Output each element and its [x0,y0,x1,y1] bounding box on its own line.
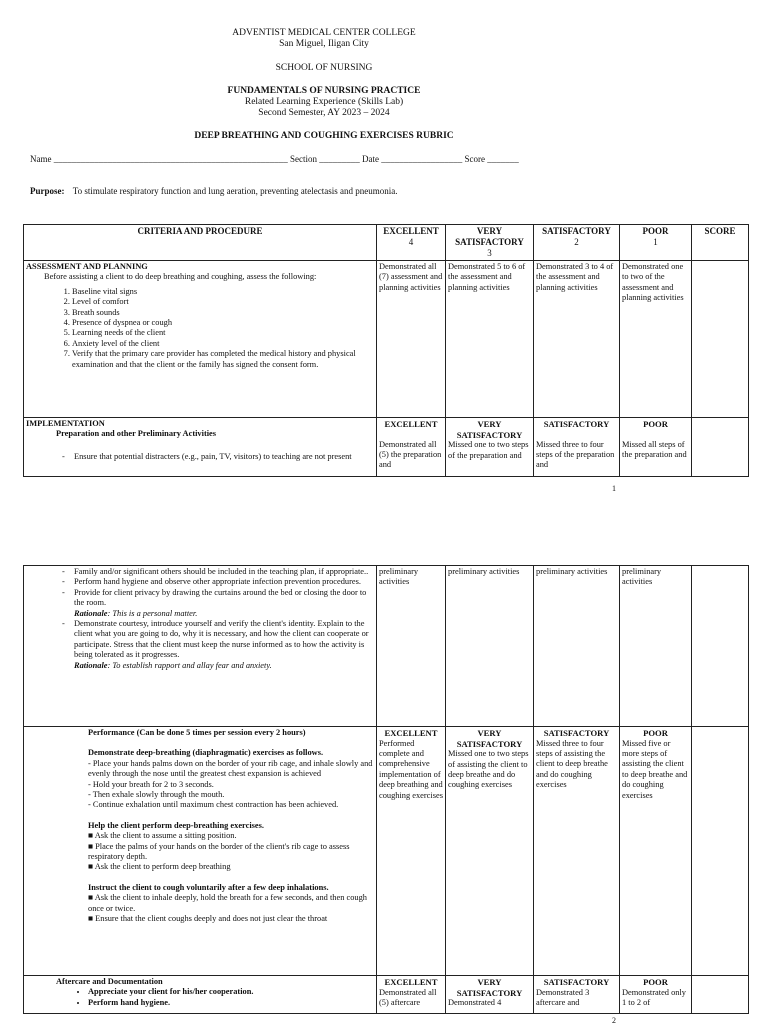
assessment-criteria [24,261,377,418]
course-title: FUNDAMENTALS OF NURSING PRACTICE [227,86,421,96]
college-address: San Miguel, Iligan City [279,39,369,49]
rationale-label: Rationale [74,608,108,618]
performance-step: ■ Ensure that the client coughs deeply and does not just clear the throat [88,914,328,924]
prelim-very-sat: preliminary activities [446,566,534,727]
list-item: 7. Verify that the primary care provider has completed the medical history and physical examination and that the client or the family has signed the consent form. [72,349,374,370]
performance-sub2: Help the client perform deep-breathing exercises. [88,820,264,830]
performance-step: ■ Ask the client to perform deep breathing [88,862,231,872]
perf-sat-label: SATISFACTORY [543,728,610,738]
performance-sub3: Instruct the client to cough voluntarily after a few deep inhalations. [88,882,329,892]
after-sat [534,976,620,1014]
rationale-text: : This is a personal matter. [107,608,198,618]
poor-header [620,225,692,261]
prelim-score-cell[interactable] [692,566,749,727]
aftercare-criteria [24,976,377,1014]
assessment-intro: Before assisting a client to do deep breathing and coughing, assess the following: [44,272,317,282]
list-item: • Perform hand hygiene. [88,998,374,1008]
perf-score-cell[interactable] [692,727,749,976]
aftercare-list [26,987,374,1008]
purpose-line [30,186,730,197]
sat-header-label: SATISFACTORY [542,226,611,236]
aftercare-row [24,976,749,1014]
assessment-poor: Demonstrated one to two of the assessment and planning activities [620,261,692,418]
impl-sat [534,418,620,477]
list-item: 6. Anxiety level of the client [72,339,374,349]
perf-very-sat-label: VERY SATISFACTORY [456,728,523,749]
aftercare-title: Aftercare and Documentation [56,977,163,986]
impl-excellent-desc: Demonstrated all (5) the preparation and [379,439,442,470]
performance-sub1: Demonstrate deep-breathing (diaphragmatic) exercises as follows. [88,748,324,758]
very-sat-header-score: 3 [487,248,492,258]
perf-sat-desc: Missed three to four steps of assisting the client to deep breathe and do coughing exercises [536,738,608,790]
sat-header-score: 2 [574,237,579,247]
list-item: - Perform hand hygiene and observe other appropriate infection prevention procedures. [74,577,374,587]
after-very-sat [446,976,534,1014]
impl-excellent-label: EXCELLENT [384,419,438,429]
table-header-row [24,225,749,261]
rationale-label: Rationale [74,660,108,670]
prelim-poor: preliminary activities [620,566,692,727]
impl-sat-label: SATISFACTORY [543,419,610,429]
criteria-header: CRITERIA AND PROCEDURE [24,225,377,261]
impl-very-sat-label: VERY SATISFACTORY [456,419,523,440]
impl-sat-desc: Missed three to four steps of the preparation and [536,439,615,470]
assessment-row [24,261,749,418]
list-item: 1. Baseline vital signs [72,287,374,297]
after-very-sat-label: VERY SATISFACTORY [456,977,523,998]
preliminary-criteria [24,566,377,727]
after-excellent [377,976,446,1014]
performance-step: ■ Place the palms of your hands on the border of the client's rib cage to assess respiratory depth. [88,841,350,862]
poor-header-score: 1 [653,237,658,247]
after-excellent-desc: Demonstrated all (5) aftercare [379,987,437,1007]
list-item: 3. Breath sounds [72,308,374,318]
excellent-header-label: EXCELLENT [383,226,439,236]
page-number-1: 1 [612,484,616,493]
impl-score-cell[interactable] [692,418,749,477]
privacy-text: Provide for client privacy by drawing the curtains around the bed or closing the door to the room. [74,587,367,608]
purpose-label: Purpose: [30,186,65,196]
list-item: 4. Presence of dyspnea or cough [72,318,374,328]
implementation-subtitle: Preparation and other Preliminary Activities [56,429,217,439]
assessment-list [26,287,374,370]
performance-step: - Place your hands palms down on the border of your rib cage, and inhale slowly and evenly through the nose until the greatest chest expansion is achieved [88,758,373,779]
performance-step: ■ Ask the client to inhale deeply, hold the breath for a few seconds, and then cough once or twice. [88,893,367,913]
perf-very-sat [446,727,534,976]
assessment-very-sat: Demonstrated 5 to 6 of the assessment and planning activities [446,261,534,418]
after-excellent-label: EXCELLENT [384,977,438,987]
list-item: - Family and/or significant others should be included in the teaching plan, if appropriate.. [74,567,374,577]
rationale-text: : To establish rapport and allay fear and anxiety. [107,660,272,670]
performance-step: - Hold your breath for 2 to 3 seconds. [88,779,214,789]
rle-line: Related Learning Experience (Skills Lab) [244,97,404,107]
perf-poor-label: POOR [643,728,668,738]
score-header: SCORE [692,225,749,261]
prelim-excellent: preliminary activities [377,566,446,727]
rubric-table-page1 [23,224,749,477]
after-score-cell[interactable] [692,976,749,1014]
assessment-score-cell[interactable] [692,261,749,418]
college-name: ADVENTIST MEDICAL CENTER COLLEGE [232,28,416,38]
very-sat-header [446,225,534,261]
implementation-title: IMPLEMENTATION [26,419,105,428]
list-item: 2. Level of comfort [72,297,374,307]
assessment-sat: Demonstrated 3 to 4 of the assessment and planning activities [534,261,620,418]
after-poor-label: POOR [643,977,668,987]
performance-block [26,728,374,925]
impl-poor-label: POOR [643,419,668,429]
perf-excellent [377,727,446,976]
list-item: - Ensure that potential distracters (e.g., pain, TV, visitors) to teaching are not present [74,452,374,462]
impl-very-sat-desc: Missed one to two steps of the preparation and [448,440,529,460]
impl-excellent [377,418,446,477]
rubric-table-page2 [23,565,749,1014]
rubric-title: DEEP BREATHING AND COUGHING EXERCISES RUBRIC [194,131,454,141]
page-number-2: 2 [612,1016,616,1025]
preliminary-continued-row [24,566,749,727]
implementation-list [26,452,374,462]
purpose-text: To stimulate respiratory function and lung aeration, preventing atelectasis and pneumonia. [72,186,398,196]
implementation-criteria [24,418,377,477]
after-poor [620,976,692,1014]
preliminary-list [26,567,374,671]
after-sat-desc: Demonstrated 3 aftercare and [536,987,590,1007]
performance-step: ■ Ask the client to assume a sitting position. [88,831,237,841]
impl-poor-desc: Missed all steps of the preparation and [622,439,687,459]
performance-criteria [24,727,377,976]
implementation-row [24,418,749,477]
performance-step: - Then exhale slowly through the mouth. [88,790,225,800]
perf-sat [534,727,620,976]
sat-header [534,225,620,261]
very-sat-header-label: VERY SATISFACTORY [455,226,524,247]
performance-title: Performance (Can be done 5 times per session every 2 hours) [88,728,306,737]
performance-step: - Continue exhalation until maximum chest contraction has been achieved. [88,800,339,810]
assessment-title: ASSESSMENT AND PLANNING [26,262,148,271]
perf-very-sat-desc: Missed one to two steps of assisting the client to deep breathe and do coughing exercises [448,749,529,790]
perf-excellent-label: EXCELLENT [384,728,438,738]
list-item: 5. Learning needs of the client [72,328,374,338]
prelim-sat: preliminary activities [534,566,620,727]
performance-row [24,727,749,976]
excellent-header-score: 4 [408,237,414,247]
after-sat-label: SATISFACTORY [543,977,610,987]
list-item: • Appreciate your client for his/her cooperation. [88,987,374,997]
assessment-excellent: Demonstrated all (7) assessment and planning activities [377,261,446,418]
impl-poor [620,418,692,477]
school-name: SCHOOL OF NURSING [275,63,373,73]
excellent-header [377,225,446,261]
after-very-sat-desc: Demonstrated 4 [448,998,502,1008]
impl-very-sat [446,418,534,477]
list-item [74,619,374,671]
courtesy-text: Demonstrate courtesy, introduce yourself and verify the client's identity. Explain to the client what you are going to do, why it is necessary, and how the client can cooperate or participate. Stress that the client must keep the nurse informed as to how the activity is being tolerated as it progresses. [74,619,369,660]
list-item [74,588,374,619]
perf-excellent-desc: Performed complete and comprehensive implementation of deep breathing and coughing exercises [379,738,443,800]
after-poor-desc: Demonstrated only 1 to 2 of [622,987,686,1007]
perf-poor [620,727,692,976]
form-fields[interactable]: Name ____________________________________________________ Section _________ Date __________________ Score _______ [30,154,519,164]
semester-line: Second Semester, AY 2023 – 2024 [258,108,390,118]
poor-header-label: POOR [642,226,669,236]
perf-poor-desc: Missed five or more steps of assisting the client to deep breathe and do coughing exercises [622,738,688,800]
